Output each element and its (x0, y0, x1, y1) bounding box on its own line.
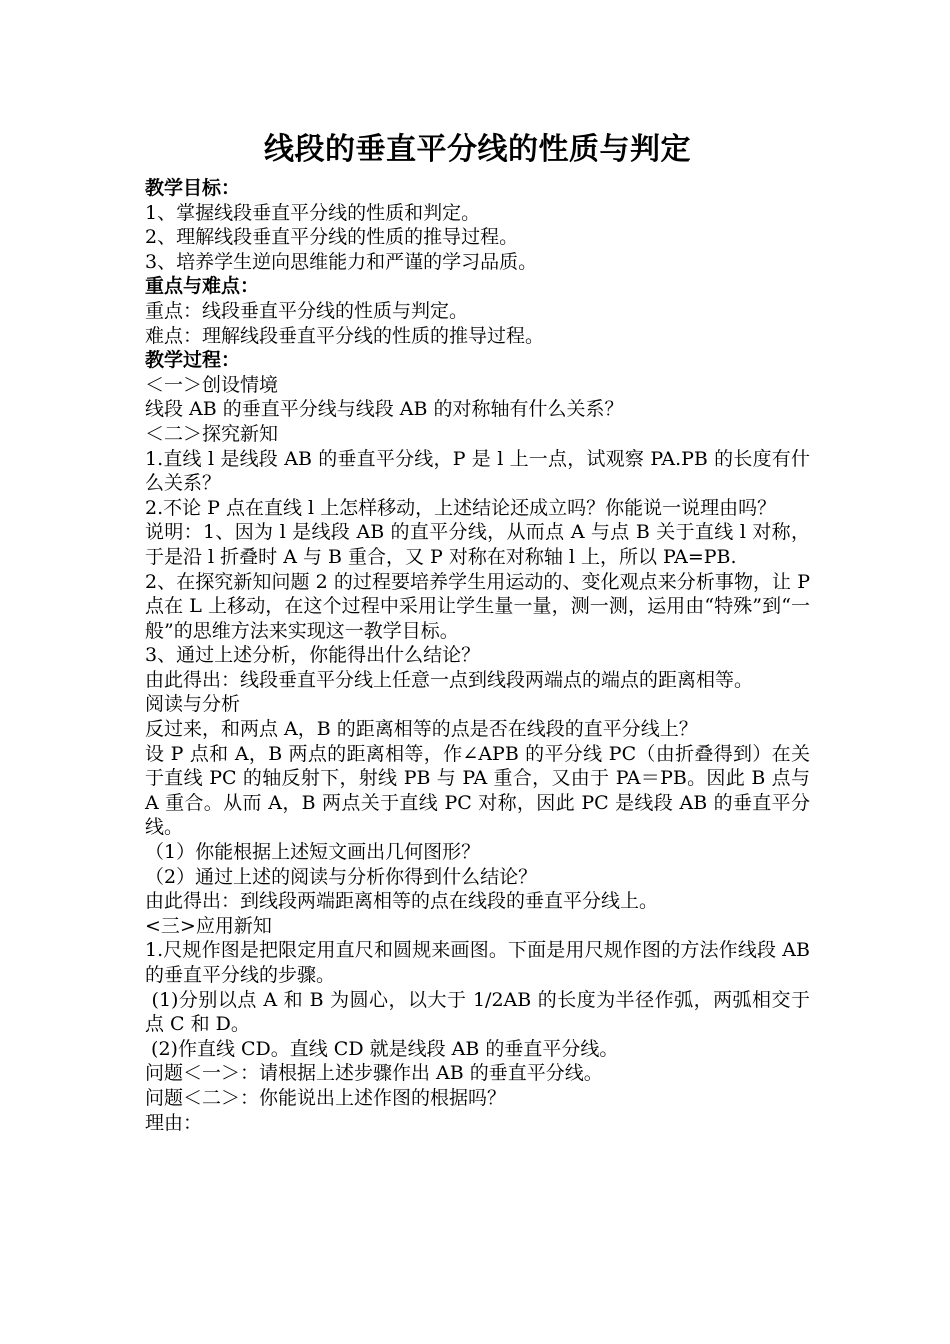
body-paragraph: 线段 AB 的垂直平分线与线段 AB 的对称轴有什么关系？ (145, 398, 624, 421)
body-paragraph: 理由： (145, 1111, 203, 1134)
body-paragraph: 由此得出：到线段两端距离相等的点在线段的垂直平分线上。 (145, 890, 659, 913)
body-paragraph: 难点：理解线段垂直平分线的性质的推导过程。 (145, 324, 545, 347)
body-paragraph: 2、理解线段垂直平分线的性质的推导过程。 (145, 226, 519, 249)
body-paragraph: 说明：1、因为 l 是线段 AB 的直平分线，从而点 A 与点 B 关于直线 l 对称，于是沿 l 折叠时 A 与 B 重合，又 P 对称在对称轴 l 上，所以 PA=PB. (145, 521, 810, 568)
section-heading: 教学目标： (145, 177, 241, 199)
body-paragraph: 3、培养学生逆向思维能力和严谨的学习品质。 (145, 250, 538, 273)
section-heading: 教学过程： (145, 349, 241, 372)
body-paragraph: 3、通过上述分析，你能得出什么结论？ (145, 644, 481, 667)
document-page (145, 128, 817, 1135)
body-paragraph: <三>应用新知 (145, 914, 272, 937)
document-title: 线段的垂直平分线的性质与判定 (264, 132, 691, 167)
body-paragraph: 设 P 点和 A，B 两点的距离相等，作∠APB 的平分线 PC（由折叠得到）在关于直线 PC 的轴反射下，射线 PB 与 PA 重合，又由于 PA＝PB。因此 B 点与 A 重合。从而 A，B 两点关于直线 PC 对称，因此 PC 是线段 AB 的垂直平分线。 (145, 742, 817, 839)
body-paragraph: 重点：线段垂直平分线的性质与判定。 (145, 299, 469, 322)
body-paragraph: (2)作直线 CD。直线 CD 就是线段 AB 的垂直平分线。 (145, 1037, 619, 1060)
body-paragraph: 1.直线 l 是线段 AB 的垂直平分线，P 是 l 上一点，试观察 PA.PB 的长度有什么关系？ (145, 447, 810, 495)
body-paragraph: ＜一＞创设情境 (145, 373, 279, 396)
body-paragraph: 1、掌握线段垂直平分线的性质和判定。 (145, 201, 481, 224)
body-paragraph: 2、在探究新知问题 2 的过程要培养学生用运动的、变化观点来分析事物，让 P 点在 L 上移动，在这个过程中采用让学生量一量，测一测，运用由“特殊”到“一般”的思维方法来实现这一教学目标。 (145, 570, 817, 642)
body-paragraph: 问题＜二＞：你能说出上述作图的根据吗？ (145, 1086, 507, 1109)
section-heading: 重点与难点： (145, 275, 260, 298)
body-paragraph: ＜二＞探究新知 (145, 422, 279, 445)
document-body (145, 176, 817, 1135)
body-paragraph: 阅读与分析 (145, 693, 241, 716)
body-paragraph: 问题＜一＞：请根据上述步骤作出 AB 的垂直平分线。 (145, 1062, 603, 1085)
body-paragraph: (1)分别以点 A 和 B 为圆心，以大于 1/2AB 的长度为半径作弧，两弧相交于点 C 和 D。 (145, 988, 810, 1036)
body-paragraph: （2）通过上述的阅读与分析你得到什么结论？ (145, 865, 538, 888)
body-paragraph: 2.不论 P 点在直线 l 上怎样移动，上述结论还成立吗？你能说一说理由吗？ (145, 496, 777, 519)
body-paragraph: 1.尺规作图是把限定用直尺和圆规来画图。下面是用尺规作图的方法作线段 AB 的垂直平分线的步骤。 (145, 939, 817, 986)
body-paragraph: 由此得出：线段垂直平分线上任意一点到线段两端点的端点的距离相等。 (145, 668, 754, 691)
body-paragraph: 反过来，和两点 A，B 的距离相等的点是否在线段的直平分线上？ (145, 718, 698, 741)
body-paragraph: （1）你能根据上述短文画出几何图形？ (145, 841, 481, 864)
